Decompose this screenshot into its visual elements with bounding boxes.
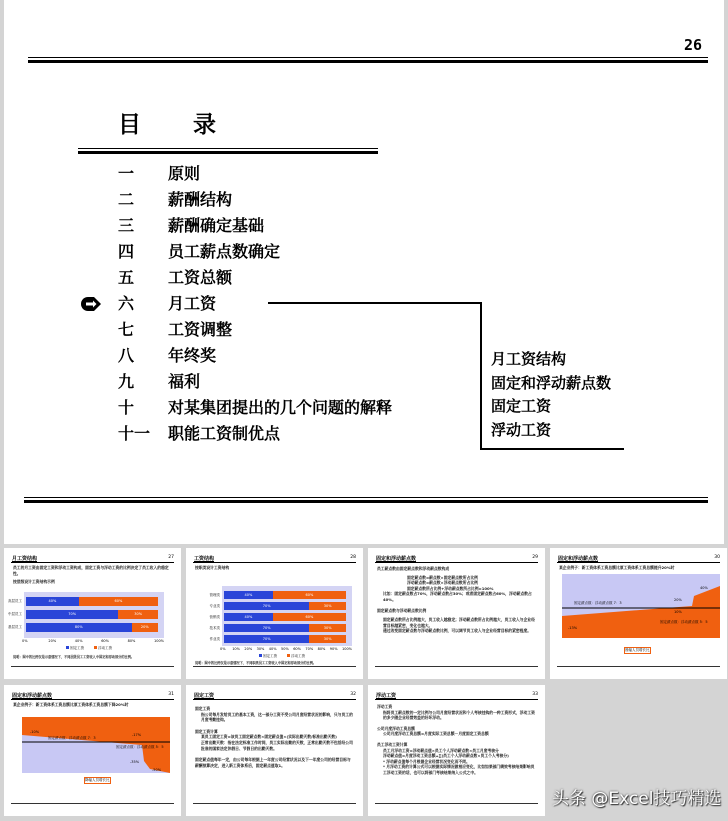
sub-item: 浮动工资	[491, 420, 552, 439]
stacked-bar	[26, 610, 158, 619]
thumb-divider	[193, 562, 356, 563]
header-divider	[28, 57, 708, 62]
thumb-number: 29	[532, 555, 538, 560]
legend-swatch	[94, 646, 97, 649]
stacked-bar	[224, 624, 346, 632]
legend-swatch	[287, 654, 290, 657]
bar-segment-fixed: 40%	[224, 591, 273, 599]
sub-item: 固定和浮动薪点数	[491, 373, 612, 392]
text-line: 公司月度浮动工资总额=月度实际工资总额－月度固定工资总额	[383, 731, 489, 737]
toc-number: 九	[118, 372, 135, 391]
stacked-bar	[26, 623, 158, 632]
text-line: 固定薪点数所占比例+浮动薪点数所占比例=100%	[407, 585, 494, 591]
thumb-footer-divider	[375, 666, 538, 667]
bullet: 某企业例子：新工资体系工资总额比原工资体系工资总额提升20%时	[559, 565, 675, 570]
chart-label: 固定薪点数：浮动薪点数 7：3	[574, 601, 622, 605]
chart-label: 20%	[674, 598, 682, 602]
text-line: 比如：固定薪点数占70%，浮动薪点数占30%；或者固定薪点数占60%，浮动薪点数占40%。	[383, 591, 532, 602]
stacked-bar	[224, 613, 346, 621]
toc-number: 三	[118, 216, 135, 235]
chart-label: -17%	[132, 733, 142, 737]
thumb-divider	[11, 562, 174, 563]
legend-item	[66, 646, 84, 651]
legend-label: 浮动工资	[291, 654, 306, 658]
legend-item	[94, 646, 112, 651]
bullet: 按职类设计工资结构	[195, 565, 230, 570]
current-item-arrow-icon	[80, 296, 102, 312]
tick-label: 100%	[342, 647, 353, 651]
legend-swatch	[259, 654, 262, 657]
legend-label: 固定工资	[263, 654, 278, 658]
thumb-title: 工资结构	[194, 556, 215, 562]
sub-item: 月工资结构	[491, 350, 567, 368]
chart-legend: 降幅人员增长比	[85, 778, 110, 782]
toc-label: 对某集团提出的几个问题的解释	[168, 398, 393, 417]
thumb-footer-divider	[193, 666, 356, 667]
text-line: 固定薪点值每年一定，由公司每年根据上一年度公司经营状况以及下一年度公司的经营目标与薪酬预算决定，进入新工资体系后，固定薪点值取1。	[195, 757, 351, 768]
tick-label: 0%	[220, 647, 226, 651]
connector-line	[480, 448, 624, 450]
toc-number: 五	[118, 268, 135, 287]
slide-thumbnail-28[interactable]	[186, 548, 363, 679]
chart-label: -13%	[568, 626, 578, 630]
connector-line	[480, 302, 482, 450]
bar-label: 高层员工	[8, 599, 22, 603]
bar-chart	[209, 586, 353, 658]
tick-label: 80%	[127, 639, 136, 643]
slide-thumbnail-29[interactable]	[368, 548, 545, 679]
tick-label: 100%	[154, 639, 165, 643]
slide-title: 目 录	[118, 112, 239, 138]
bar-segment-fixed: 70%	[224, 635, 309, 643]
slide-thumbnail-33[interactable]	[368, 685, 545, 816]
thumb-body	[377, 704, 536, 776]
text-line: 员工月浮动工资=浮动薪点值×员工个人浮动薪点数×员工月度考核分	[383, 747, 499, 753]
toc-number: 八	[118, 346, 135, 365]
text-line: * 浮动薪点值每个月根据企业经营状况变化而不同。	[383, 758, 470, 764]
thumb-footer-divider	[11, 666, 174, 667]
thumb-body	[195, 565, 354, 571]
toc-label: 月工资	[168, 294, 217, 313]
thumb-body	[559, 565, 718, 571]
slide-thumbnail-30[interactable]	[550, 548, 727, 679]
note: 说明：图中的比例仅是示意情况下，不同职类员工工资收入中固定和浮动部分的比例。	[195, 661, 317, 665]
area-chart	[562, 574, 720, 644]
chart-label: -50%	[152, 768, 162, 772]
stacked-bar	[26, 597, 158, 606]
thumb-footer-divider	[557, 666, 720, 667]
toc-label: 原则	[168, 164, 201, 183]
current-slide[interactable]	[4, 0, 724, 544]
text-line: 指将员工薪点数的一定比例与公司月度经营状况和个人考核挂钩的一种工资形式，浮动工资的多少随企业经营效益的好坏浮动。	[383, 709, 535, 721]
text-line: 员工薪点数由固定薪点数和浮动薪点数构成	[377, 566, 450, 571]
thumb-title: 月工资结构	[12, 556, 38, 562]
text-line: * 月浮动工资的计算公式可以根据实际情况做相应变化，比如如果部门绩效考核结果影响员工浮动工资的话，也可以将部门考核结果纳入公式之中。	[383, 764, 535, 775]
thumb-number: 30	[714, 555, 720, 560]
legend-item	[287, 654, 305, 659]
thumb-number: 27	[168, 555, 174, 560]
chart-label: 固定薪点数：浮动薪点数 5：5	[660, 620, 708, 624]
text-line: 员工浮动工资计算	[377, 741, 408, 747]
thumb-title: 浮动工资	[376, 693, 397, 699]
bar-label: 作业类	[209, 637, 220, 641]
thumb-title: 固定工资	[194, 693, 215, 699]
toc-number: 二	[118, 190, 135, 209]
bar-segment-float: 30%	[309, 624, 346, 632]
bar-label: 专业类	[209, 604, 220, 608]
text-line: 固定薪点数与浮动薪点数比例	[377, 607, 427, 613]
text-line: 固定薪点数所占比例越大，员工收入越稳定；浮动薪点数所占比例越大，员工收入与企业经营目标越紧密，变化也越大。	[383, 617, 535, 628]
tick-label: 50%	[281, 647, 289, 651]
toc-number: 一	[118, 164, 135, 183]
thumb-body	[195, 706, 354, 768]
bar-label: 管理类	[209, 593, 220, 597]
thumb-divider	[375, 699, 538, 700]
bar-segment-float: 60%	[79, 597, 158, 606]
legend-item	[259, 654, 277, 659]
tick-label: 20%	[244, 647, 253, 651]
tick-label: 80%	[317, 647, 326, 651]
text-line: 固定工资	[195, 706, 211, 711]
sub-item: 固定工资	[491, 397, 552, 415]
page-number: 26	[683, 36, 702, 54]
bar-segment-fixed: 40%	[224, 613, 273, 621]
bar-segment-float: 30%	[309, 635, 346, 643]
tick-label: 40%	[74, 639, 83, 643]
bar-chart	[8, 592, 165, 650]
thumb-divider	[193, 699, 356, 700]
tick-label: 10%	[232, 647, 240, 651]
bar-segment-float: 60%	[273, 613, 346, 621]
bar-label: 基层员工	[8, 625, 22, 629]
watermark: 头条 @Excel技巧精选	[552, 789, 722, 809]
toc-label: 工资总额	[168, 268, 233, 287]
tick-label: 20%	[48, 639, 57, 643]
bar-label: 营销类	[209, 615, 220, 619]
text-line: 固定工资计算	[195, 728, 218, 734]
bar-segment-fixed: 80%	[26, 623, 132, 632]
slide-thumbnail-32[interactable]	[186, 685, 363, 816]
toc-number: 六	[118, 294, 135, 313]
bar-segment-float: 30%	[118, 610, 158, 619]
toc-label: 工资调整	[168, 320, 233, 339]
toc-label: 职能工资制优点	[168, 424, 281, 443]
chart-label: -10%	[30, 730, 40, 734]
text-line: 浮动薪点数=薪点数×浮动薪点数所占比例	[407, 580, 478, 586]
text-line: 浮动薪点值=月度浮动工资总额÷∑(员工个人浮动薪点数×员工个人考核分)	[383, 753, 509, 759]
toc-label: 薪酬确定基础	[168, 216, 265, 235]
text-line: 公司月度浮动工资总额	[377, 725, 415, 731]
bar-segment-fixed: 70%	[224, 624, 309, 632]
bullet: 某企业例子：新工资体系工资总额比原工资体系工资总额下降20%时	[13, 702, 129, 707]
thumb-number: 32	[350, 692, 356, 697]
sub-items	[491, 348, 611, 442]
bar-segment-float: 30%	[309, 602, 346, 610]
thumb-title: 固定和浮动薪点数	[12, 693, 53, 699]
toc-label: 年终奖	[168, 346, 217, 365]
slide-thumbnail-27[interactable]	[4, 548, 181, 679]
bar-segment-float: 20%	[132, 623, 158, 632]
tick-label: 70%	[305, 647, 314, 651]
chart-label: 固定薪点数：浮动薪点数 5：5	[116, 745, 164, 749]
bar-segment-float: 60%	[273, 591, 346, 599]
thumb-body	[377, 566, 536, 634]
footer-divider	[24, 497, 708, 502]
thumb-title: 固定和浮动薪点数	[376, 556, 417, 562]
bar-label: 技术类	[209, 626, 220, 630]
legend-label: 固定工资	[70, 646, 85, 650]
stacked-bar	[224, 635, 346, 643]
note: 说明：图中的比例仅是示意情况下，不同层级员工工资收入中固定和浮动部分的比例。	[13, 655, 135, 659]
toc-number: 四	[118, 242, 135, 261]
toc-number: 七	[118, 320, 135, 339]
text-line: 指公司每月发给员工的基本工资，这一部分工资不受公司月度经营状况的影响，只与员工的月度考勤挂钩。	[201, 711, 353, 723]
tick-label: 30%	[256, 647, 265, 651]
thumb-footer-divider	[11, 803, 174, 804]
text-line: 浮动工资	[377, 704, 393, 709]
stacked-bar	[224, 591, 346, 599]
thumb-number: 31	[168, 692, 174, 697]
title-underline	[78, 148, 378, 153]
text-line: 通过改变固定薪点数与浮动薪点数比例，可以调节员工收入与企业经营目标的紧密程度。	[383, 628, 532, 634]
thumb-divider	[11, 699, 174, 700]
toc-number: 十	[118, 398, 135, 417]
thumb-footer-divider	[193, 803, 356, 804]
bullet: 员工的月工资由固定工资和浮动工资构成，固定工资与浮动工资的比例决定了员工收入的稳定性。	[13, 565, 169, 576]
tick-label: 60%	[293, 647, 301, 651]
slide-thumbnail-31[interactable]	[4, 685, 181, 816]
thumb-footer-divider	[375, 803, 538, 804]
chart-label: 40%	[700, 586, 708, 590]
legend-label: 浮动工资	[98, 646, 113, 650]
tick-label: 90%	[329, 647, 338, 651]
tick-label: 40%	[268, 647, 277, 651]
chart-label: 固定薪点数：浮动薪点数 7：3	[48, 736, 96, 740]
toc-number: 十一	[118, 424, 151, 443]
thumb-number: 28	[350, 555, 356, 560]
connector-line	[268, 302, 482, 304]
thumb-number: 33	[532, 692, 538, 697]
toc-label: 员工薪点数确定	[168, 242, 281, 261]
bar-segment-fixed: 70%	[26, 610, 118, 619]
stacked-bar	[224, 602, 346, 610]
thumb-divider	[375, 562, 538, 563]
bar-label: 中层员工	[8, 612, 22, 616]
text-line: 固定薪点数=薪点数×固定薪点数所占比例	[407, 574, 478, 580]
bar-segment-fixed: 70%	[224, 602, 309, 610]
toc-label: 薪酬结构	[168, 190, 233, 209]
text-line: 某员工固定工资=该员工固定薪点数×固定薪点值×(实际出勤天数/标准出勤天数)	[201, 734, 337, 740]
bullet: 按层级设计工资结构示例	[13, 579, 55, 585]
thumb-body	[13, 702, 172, 708]
text-line: 正常出勤天数：指在法定标准工作时间，员工实际出勤的天数，正常出勤天数不包括经公司批准的国家法定休假日、节假日的出勤天数。	[201, 739, 353, 751]
bar-segment-fixed: 40%	[26, 597, 79, 606]
chart-label: 10%	[674, 610, 682, 614]
legend-swatch	[66, 646, 69, 649]
chart-label: -35%	[130, 760, 140, 764]
thumb-body	[13, 565, 172, 585]
thumb-divider	[557, 562, 720, 563]
thumb-title: 固定和浮动薪点数	[558, 556, 599, 562]
tick-label: 0%	[22, 639, 28, 643]
chart-legend: 涨幅人员增长比	[625, 648, 650, 652]
toc-label: 福利	[168, 372, 201, 391]
tick-label: 60%	[101, 639, 109, 643]
